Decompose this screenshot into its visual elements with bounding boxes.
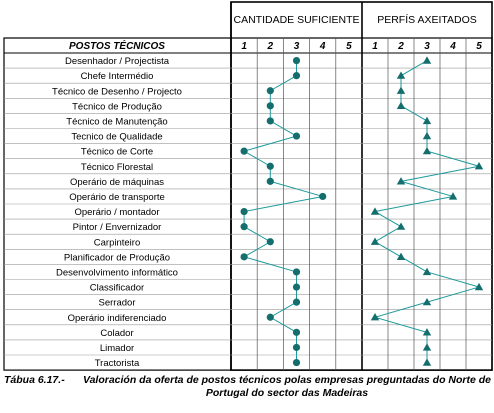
- row-label: Desenhador / Projectista: [64, 56, 170, 68]
- scale-label: 3: [293, 41, 300, 52]
- data-point: [397, 71, 405, 78]
- scale-label: 3: [424, 41, 430, 52]
- data-point: [293, 268, 300, 275]
- caption-text: Valoración da oferta de postos técnicos polas empresas preguntadas do Norte de Portugal do sector das Madeiras: [82, 374, 492, 399]
- row-label: Tractorista: [94, 358, 140, 370]
- data-point: [241, 208, 248, 215]
- row-label: Limador: [99, 342, 135, 354]
- row-label: Serrador: [98, 297, 136, 309]
- row-label: Técnico de Desenho / Projecto: [52, 86, 182, 98]
- row-label: Técnico de Produção: [72, 101, 162, 113]
- row-label: Classificador: [89, 282, 145, 294]
- data-point: [267, 163, 274, 170]
- scale-label: 4: [450, 41, 456, 52]
- row-label: Tecnico de Qualidade: [71, 131, 163, 143]
- row-label: Operário indiferenciado: [67, 312, 167, 324]
- row-label: Chefe Intermédio: [80, 71, 154, 83]
- data-point: [267, 178, 274, 185]
- row-label: Operário / montador: [74, 207, 160, 219]
- data-point: [293, 132, 300, 139]
- row-label: Operário de transporte: [69, 191, 165, 203]
- data-point: [423, 358, 431, 365]
- row-label: Desenvolvimento informático: [56, 267, 178, 279]
- data-point: [423, 268, 431, 275]
- scale-label: 5: [476, 41, 482, 52]
- data-point: [293, 299, 300, 306]
- data-point: [371, 238, 379, 245]
- row-header: POSTOS TÉCNICOS: [69, 41, 165, 52]
- data-point: [267, 87, 274, 94]
- data-point: [267, 117, 274, 124]
- row-label: Operário de máquinas: [70, 176, 164, 188]
- data-point: [423, 343, 431, 350]
- scale-label: 1: [241, 41, 247, 52]
- scale-label: 1: [372, 41, 378, 52]
- data-point: [319, 193, 326, 200]
- data-point: [241, 223, 248, 230]
- data-point: [397, 102, 405, 109]
- table-headers: [69, 13, 482, 52]
- data-point: [423, 132, 431, 139]
- data-point: [423, 147, 431, 154]
- series-header: CANTIDADE SUFICIENTE: [233, 14, 360, 26]
- row-label: Técnico Florestal: [80, 161, 154, 173]
- scale-label: 2: [398, 41, 404, 52]
- row-label: Planificador de Produção: [63, 252, 171, 264]
- scale-label: 2: [267, 41, 274, 52]
- scale-label: 4: [319, 41, 326, 52]
- data-point: [267, 238, 274, 245]
- row-label: Colador: [100, 327, 134, 339]
- data-point: [293, 359, 300, 366]
- scale-label: 5: [346, 41, 352, 52]
- data-point: [293, 329, 300, 336]
- series-line: [375, 61, 479, 363]
- row-labels: [52, 56, 182, 369]
- data-point: [397, 253, 405, 260]
- data-point: [267, 102, 274, 109]
- data-point: [397, 222, 405, 229]
- data-point: [423, 117, 431, 124]
- row-label: Técnico de Corte: [80, 146, 154, 158]
- data-point: [241, 253, 248, 260]
- data-point: [241, 148, 248, 155]
- row-label: Técnico de Manutenção: [66, 116, 168, 128]
- data-point: [293, 57, 300, 64]
- data-point: [397, 87, 405, 94]
- data-point: [267, 314, 274, 321]
- caption-label: Tábua 6.17.-: [4, 374, 65, 386]
- data-point: [293, 72, 300, 79]
- row-label: Carpinteiro: [93, 237, 141, 249]
- data-point: [293, 283, 300, 290]
- series-header: PERFÍS AXEITADOS: [377, 14, 477, 26]
- data-point: [423, 56, 431, 63]
- data-point: [293, 344, 300, 351]
- row-label: Pintor / Envernizador: [72, 222, 162, 234]
